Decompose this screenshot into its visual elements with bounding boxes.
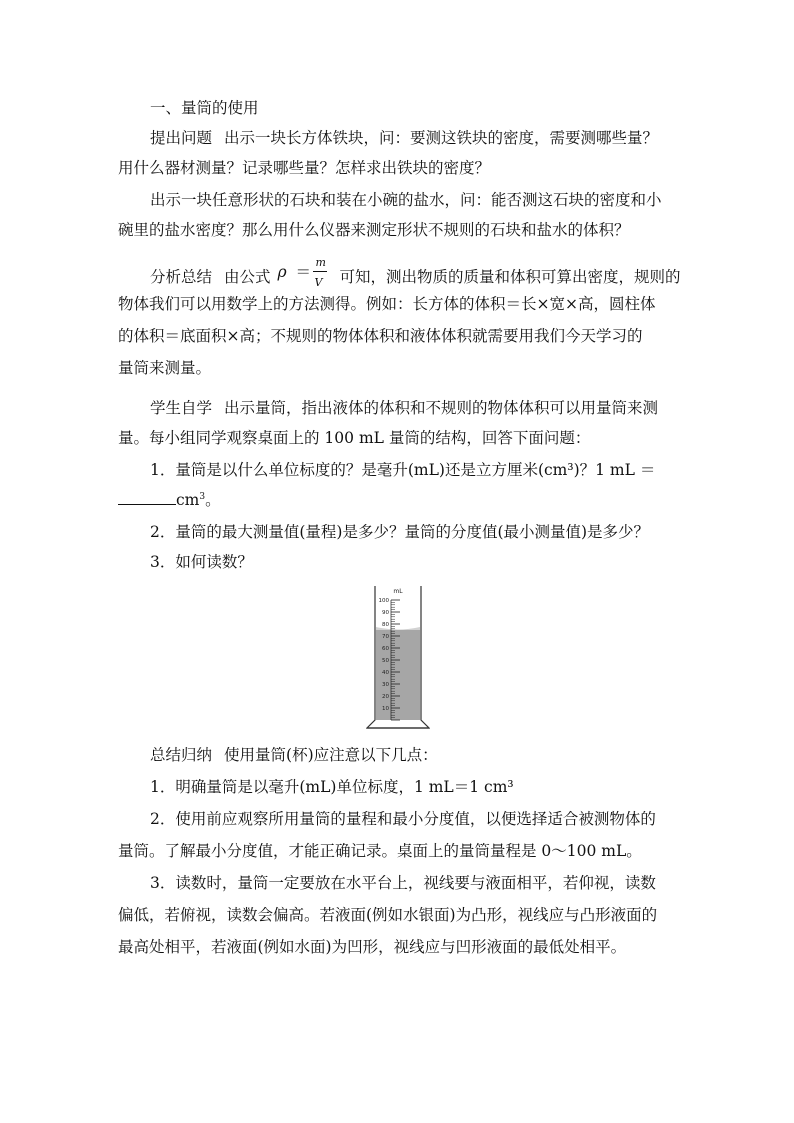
scale-label: 100 xyxy=(378,598,389,604)
scale-label: 10 xyxy=(382,706,389,712)
scale-label: 70 xyxy=(382,634,389,640)
stone-question-line-2: 碗里的盐水密度？那么用什么仪器来测定形状不规则的石块和盐水的体积？ xyxy=(118,221,630,239)
analysis-line-2: 物体我们可以用数学上的方法测得。例如：长方体的体积＝长×宽×高，圆柱体 xyxy=(118,295,656,313)
section-title: 一、量筒的使用 xyxy=(150,99,259,117)
scale-label: 40 xyxy=(382,670,389,676)
self-study-line-1 xyxy=(150,398,710,418)
question-label: 提出问题 xyxy=(150,129,213,147)
analysis-label: 分析总结 xyxy=(150,268,213,286)
stone-question-line-1: 出示一块任意形状的石块和装在小碗的盐水，问：能否测这石块的密度和小 xyxy=(150,191,662,209)
summary-line xyxy=(150,745,710,765)
formula-rho: ρ xyxy=(277,263,287,281)
analysis-line-3: 的体积＝底面积×高；不规则的物体体积和液体体积就需要用我们今天学习的 xyxy=(118,327,643,345)
scale-label: 80 xyxy=(382,622,389,628)
unit-cm-exponent: 3 xyxy=(199,491,206,502)
summary-point-3-line-3: 最高处相平，若液面(例如水面)为凹形，视线应与凹形液面的最低处相平。 xyxy=(118,938,627,956)
analysis-lead: 由公式 xyxy=(224,268,271,286)
formula-equals: ＝ xyxy=(295,263,311,281)
cylinder-unit-label: mL xyxy=(393,588,403,595)
summary-label: 总结归纳 xyxy=(150,746,213,764)
formula-numerator: m xyxy=(315,256,326,269)
question-text: 出示一块长方体铁块，问：要测这铁块的密度，需要测哪些量？ xyxy=(224,129,659,147)
unit-cm: cm xyxy=(176,491,200,509)
scale-label: 90 xyxy=(382,610,389,616)
summary-point-3-line-2: 偏低，若俯视，读数会偏高。若液面(例如水银面)为凸形，视线应与凸形液面的 xyxy=(118,906,658,924)
summary-point-3-line-1: 3．读数时，量筒一定要放在水平台上，视线要与液面相平，若仰视，读数 xyxy=(150,874,656,892)
analysis-text: 可知，测出物质的质量和体积可算出密度，规则的 xyxy=(339,268,681,286)
scale-label: 60 xyxy=(382,646,389,652)
answer-blank[interactable] xyxy=(118,490,176,505)
graduated-cylinder-figure xyxy=(366,582,430,734)
question-paragraph-line-1 xyxy=(150,128,710,148)
formula-fraction-bar xyxy=(313,271,327,272)
summary-text: 使用量筒(杯)应注意以下几点： xyxy=(224,746,438,764)
question-1-line-1: 1．量筒是以什么单位标度的？是毫升(mL)还是立方厘米(cm³)？1 mL ＝ xyxy=(150,461,656,479)
scale-label: 20 xyxy=(382,694,389,700)
question-2: 2．量筒的最大测量值(量程)是多少？量筒的分度值(最小测量值)是多少？ xyxy=(150,523,650,541)
analysis-line-1 xyxy=(150,256,710,289)
self-study-label: 学生自学 xyxy=(150,399,213,417)
scale-label: 50 xyxy=(382,658,389,664)
density-formula xyxy=(275,256,339,289)
question-paragraph-line-2: 用什么器材测量？记录哪些量？怎样求出铁块的密度？ xyxy=(118,159,491,177)
question-3: 3．如何读数？ xyxy=(150,553,253,571)
question-1-end: 。 xyxy=(205,491,221,509)
formula-denominator: V xyxy=(314,276,323,289)
summary-point-1: 1．明确量筒是以毫升(mL)单位标度，1 mL＝1 cm³ xyxy=(150,778,514,796)
question-1-line-2 xyxy=(118,490,678,510)
self-study-text: 出示量筒，指出液体的体积和不规则的物体体积可以用量筒来测 xyxy=(224,399,659,417)
analysis-line-4: 量筒来测量。 xyxy=(118,359,212,377)
self-study-line-2: 量。每小组同学观察桌面上的 100 mL 量筒的结构，回答下面问题： xyxy=(118,429,591,447)
summary-point-2-line-1: 2．使用前应观察所用量筒的量程和最小分度值，以便选择适合被测物体的 xyxy=(150,810,656,828)
summary-point-2-line-2: 量筒。了解最小分度值，才能正确记录。桌面上的量筒量程是 0～100 mL。 xyxy=(118,842,642,860)
scale-label: 30 xyxy=(382,682,389,688)
